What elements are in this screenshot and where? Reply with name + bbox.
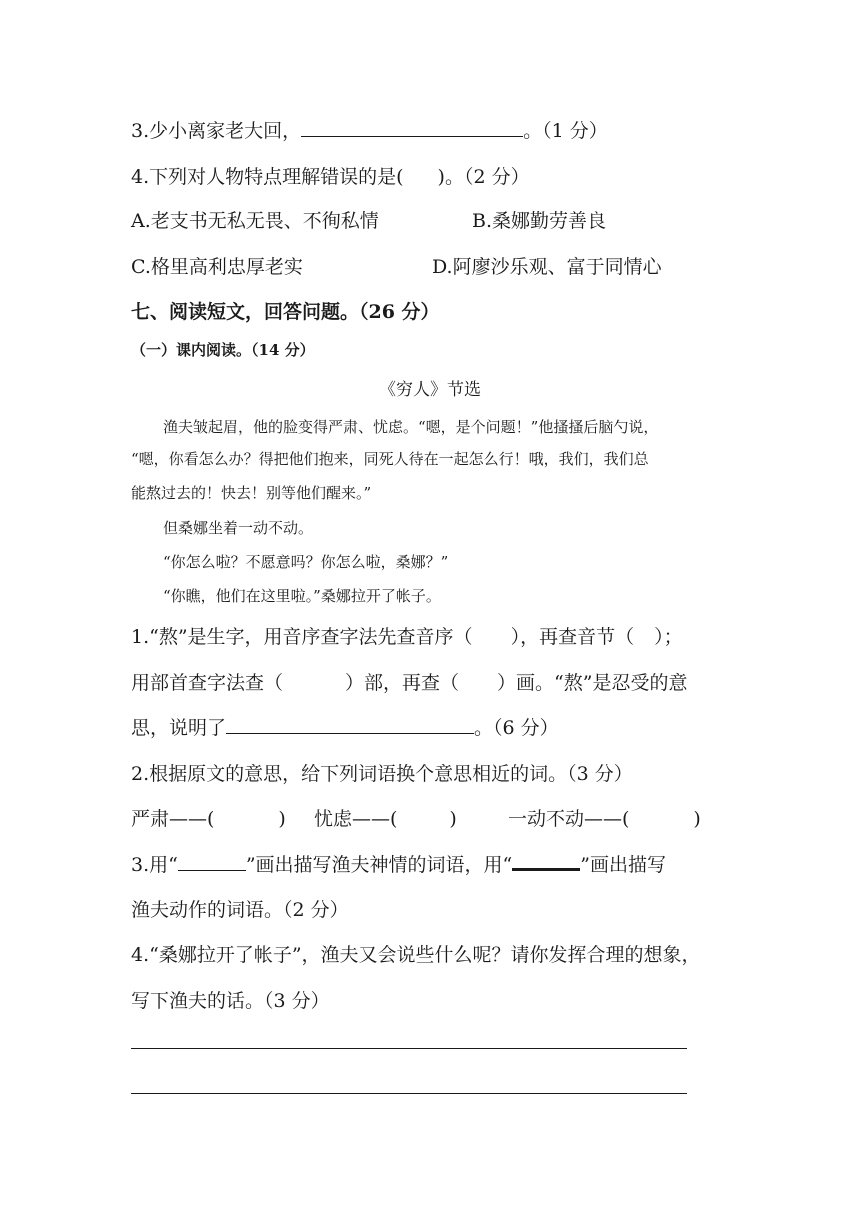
thick-underline-sample [512, 850, 580, 871]
option-c: C.格里高利忠厚老实 [131, 256, 303, 278]
question-3 [131, 116, 608, 143]
question-text: ）； [654, 626, 683, 648]
answer-blank[interactable] [301, 118, 523, 137]
question-3-text: 3.少小离家老大回， [131, 120, 302, 142]
passage-line: 能熬过去的！快去！别等他们醒来。” [131, 484, 372, 502]
section-title: 七、阅读短文，回答问题。（26 分） [131, 301, 440, 323]
reading-question-1 [131, 622, 683, 649]
question-text: 用部首查字法查（ [131, 672, 284, 694]
part-title: （一）课内阅读。（14 分） [131, 341, 315, 359]
word-pair-3 [508, 804, 701, 831]
word-text: 严肃——( [131, 808, 215, 830]
reading-question-3 [131, 850, 666, 877]
reading-question-2: 2.根据原文的意思，给下列词语换个意思相近的词。（3 分） [131, 763, 633, 785]
question-text: ），再查音节（ [510, 626, 635, 648]
option-d: D.阿廖沙乐观、富于同情心 [432, 256, 662, 278]
answer-line[interactable] [131, 1048, 687, 1049]
passage-title: 《穷人》节选 [379, 380, 481, 400]
answer-blank[interactable] [226, 715, 474, 734]
question-text: ”画出描写渔夫神情的词语，用“ [245, 854, 513, 876]
thin-underline-sample [178, 852, 246, 871]
word-text: 忧虑——( [314, 808, 398, 830]
reading-question-4: 4.“桑娜拉开了帐子”，渔夫又会说些什么呢？请你发挥合理的想象， [131, 944, 701, 966]
reading-question-4-line2: 写下渔夫的话。（3 分） [131, 990, 330, 1012]
word-text: ) [693, 808, 701, 830]
question-4-score: )。（2 分） [437, 166, 530, 188]
passage-line: 但桑娜坐着一动不动。 [163, 519, 314, 537]
passage-line: “嗯，你看怎么办？得把他们抱来，同死人待在一起怎么行！哦，我们，我们总 [131, 450, 649, 468]
question-3-score: 。（1 分） [523, 120, 608, 142]
word-text: 一动不动——( [508, 808, 630, 830]
question-score: 。（6 分） [474, 717, 559, 739]
word-pair-1 [131, 804, 286, 831]
question-text: ”画出描写 [580, 854, 666, 876]
question-text: 3.用“ [131, 854, 178, 876]
word-text: ) [278, 808, 286, 830]
question-4-text: 4.下列对人物特点理解错误的是( [131, 166, 404, 188]
word-pair-2 [314, 804, 457, 831]
option-a: A.老支书无私无畏、不徇私情 [131, 210, 379, 232]
reading-question-3-line2: 渔夫动作的词语。（2 分） [131, 899, 349, 921]
passage-line: “你怎么啦？不愿意吗？你怎么啦，桑娜？” [163, 553, 449, 571]
passage-line: “你瞧，他们在这里啦。”桑娜拉开了帐子。 [163, 587, 441, 605]
reading-question-1-line3 [131, 713, 559, 740]
option-b: B.桑娜勤劳善良 [472, 210, 607, 232]
answer-line[interactable] [131, 1093, 687, 1094]
passage-line: 渔夫皱起眉，他的脸变得严肃、忧虑。“嗯，是个问题！”他搔搔后脑勺说， [163, 418, 659, 436]
question-4 [131, 162, 530, 189]
question-text: 思，说明了 [131, 717, 227, 739]
word-text: ) [449, 808, 457, 830]
question-text: ）部，再查（ [345, 672, 460, 694]
question-text: 1.“熬”是生字，用音序查字法先查音序（ [131, 626, 473, 648]
question-text: ）画。“熬”是忍受的意 [497, 672, 688, 694]
reading-question-1-line2 [131, 668, 687, 695]
